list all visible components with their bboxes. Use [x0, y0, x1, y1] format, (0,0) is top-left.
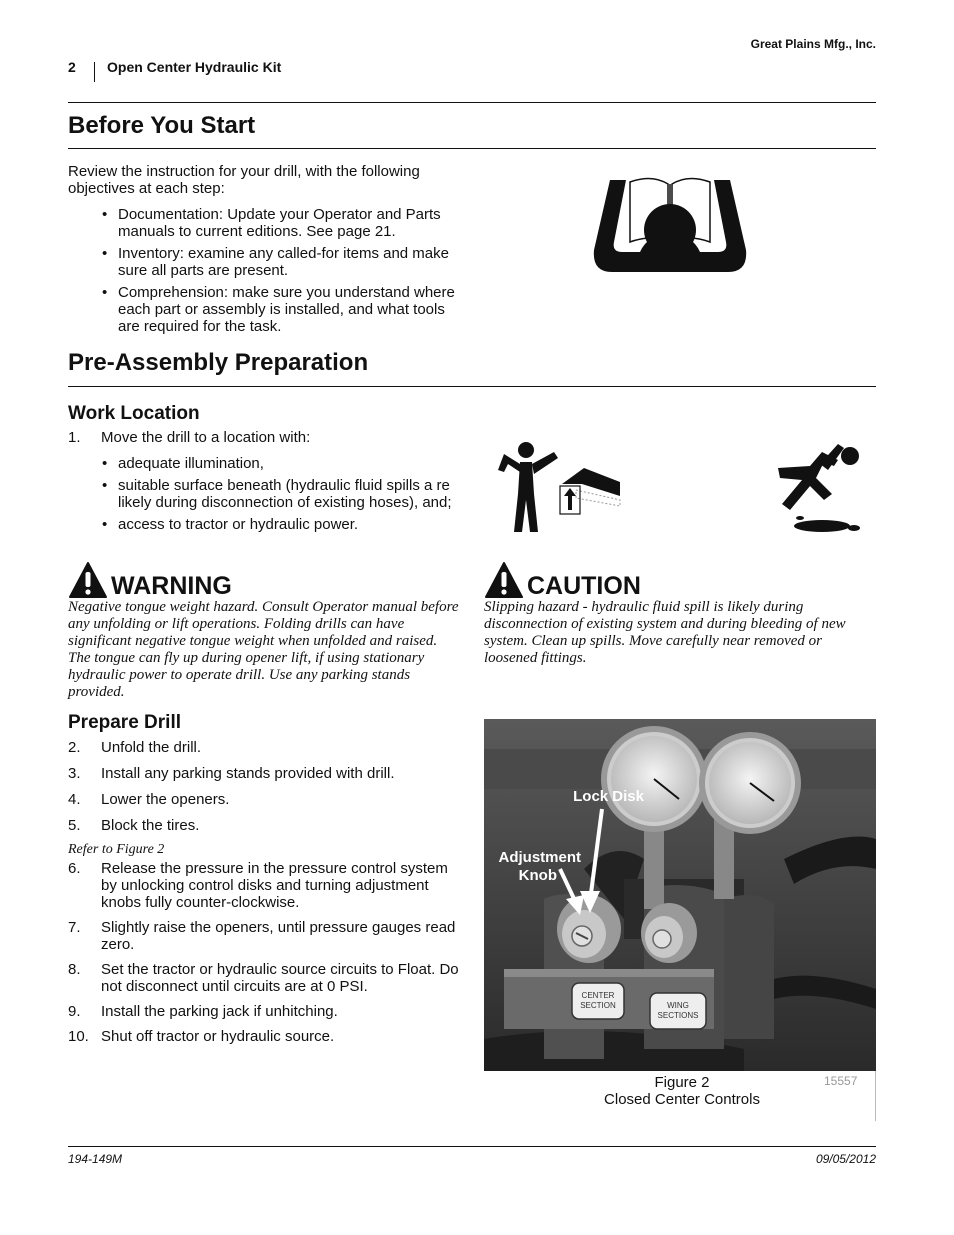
plate-line: SECTIONS — [657, 1011, 699, 1020]
step-number: 2. — [68, 739, 81, 756]
step-item — [68, 1028, 460, 1045]
figure-caption-title: Closed Center Controls — [604, 1091, 760, 1108]
step-item — [68, 860, 460, 911]
step-item — [68, 817, 460, 834]
step-item — [68, 961, 460, 995]
center-section-plate — [572, 991, 624, 1011]
step-text: Install the parking jack if unhitching. — [101, 1003, 338, 1020]
footer-date: 09/05/2012 — [815, 1152, 876, 1166]
header-rule — [68, 102, 876, 103]
step-number: 6. — [68, 860, 81, 877]
figure-caption-number: Figure 2 — [654, 1074, 710, 1091]
figure-reference: Refer to Figure 2 — [68, 842, 165, 857]
step-text: Slightly raise the openers, until pressure gauges read zero. — [101, 919, 456, 953]
work-location-list — [100, 455, 460, 538]
caution-triangle-icon — [484, 561, 524, 599]
footer-rule — [68, 1146, 876, 1147]
step-number: 1. — [68, 429, 81, 446]
warning-triangle-icon — [68, 561, 108, 599]
list-item: • Inventory: examine any called-for items and make sure all parts are present. — [100, 245, 460, 279]
step-number: 3. — [68, 765, 81, 782]
step-text: Shut off tractor or hydraulic source. — [101, 1028, 335, 1045]
step-item — [68, 429, 458, 446]
subheading-prepare-drill: Prepare Drill — [68, 712, 181, 733]
caution-text: Slipping hazard - hydraulic fluid spill is likely during disconnection of existing system and during bleeding of new system. Clean up spills. Move carefully near removed or loosened fittings. — [484, 599, 846, 666]
step-text: Block the tires. — [101, 817, 200, 834]
plate-line: CENTER — [581, 991, 615, 1000]
plate-line: SECTION — [580, 1001, 616, 1010]
step-item — [68, 739, 460, 756]
section-heading-pre-assembly: Pre-Assembly Preparation — [68, 349, 369, 376]
list-item: • Documentation: Update your Operator and Parts manuals to current editions. See page 21. — [100, 206, 460, 240]
step-item — [68, 919, 460, 953]
objectives-list — [100, 206, 460, 340]
tongue-hazard-icon — [494, 440, 622, 536]
warning-label: WARNING — [111, 572, 232, 600]
step-item — [68, 791, 460, 808]
step-item — [68, 1003, 460, 1020]
step-number: 5. — [68, 817, 81, 834]
warning-text: Negative tongue weight hazard. Consult Operator manual before any unfolding or lift operations. Folding drills can have significant negative tongue weight when unfolded and raised. The tongue can fly up during opener lift, if using stationary hydraulic power to operate drill. Use any parking stands provided. — [68, 599, 459, 700]
intro-paragraph: Review the instruction for your drill, with the following objectives at each step: — [68, 163, 420, 197]
work-location-steps — [68, 429, 458, 446]
photo-label-knob: Knob — [518, 867, 557, 884]
caution-signal — [484, 561, 641, 599]
prepare-drill-steps-b — [68, 860, 460, 1045]
reading-manual-icon — [592, 172, 748, 276]
caution-label: CAUTION — [527, 572, 641, 600]
header-divider — [94, 62, 95, 82]
plate-line: WING — [667, 1001, 689, 1010]
footer-doc-number: 194-149M — [68, 1152, 123, 1166]
page-number: 2 — [68, 59, 76, 75]
wing-sections-plate — [650, 1001, 706, 1021]
list-item: • adequate illumination, — [100, 455, 460, 472]
list-item: • Comprehension: make sure you understand where each part or assembly is installed, and what tools are required for the task. — [100, 284, 460, 335]
step-text: Set the tractor or hydraulic source circuits to Float. Do not disconnect until circuits are at 0 PSI. — [101, 961, 459, 995]
section-rule — [68, 148, 876, 149]
step-number: 8. — [68, 961, 81, 978]
step-text: Install any parking stands provided with drill. — [101, 765, 395, 782]
step-text: Unfold the drill. — [101, 739, 202, 756]
step-text: Move the drill to a location with: — [101, 429, 311, 446]
list-item: • suitable surface beneath (hydraulic fluid spills a re likely during disconnection of existing hoses), and; — [100, 477, 460, 511]
list-item: • access to tractor or hydraulic power. — [100, 516, 460, 533]
step-number: 4. — [68, 791, 81, 808]
company-name: Great Plains Mfg., Inc. — [750, 37, 876, 51]
step-text: Lower the openers. — [101, 791, 230, 808]
step-item — [68, 765, 460, 782]
step-number: 9. — [68, 1003, 81, 1020]
photo-label-lock-disk: Lock Disk — [573, 788, 644, 805]
photo-label-adjustment: Adjustment — [498, 849, 581, 866]
step-text: Release the pressure in the pressure control system by unlocking control disks and turning adjustment knobs fully counter-clockwise. — [101, 860, 448, 911]
figure-caption — [484, 1074, 880, 1108]
step-number: 7. — [68, 919, 81, 936]
figure-photo-closed-center-controls — [484, 719, 876, 1071]
subheading-work-location: Work Location — [68, 403, 200, 424]
prepare-drill-steps-a — [68, 739, 460, 834]
figure-image-id: 15557 — [824, 1074, 858, 1088]
warning-signal — [68, 561, 232, 599]
section-heading-before-you-start: Before You Start — [68, 112, 256, 139]
section-rule — [68, 386, 876, 387]
slip-hazard-icon — [776, 436, 866, 536]
step-number: 10. — [68, 1028, 89, 1045]
document-title: Open Center Hydraulic Kit — [107, 59, 282, 75]
